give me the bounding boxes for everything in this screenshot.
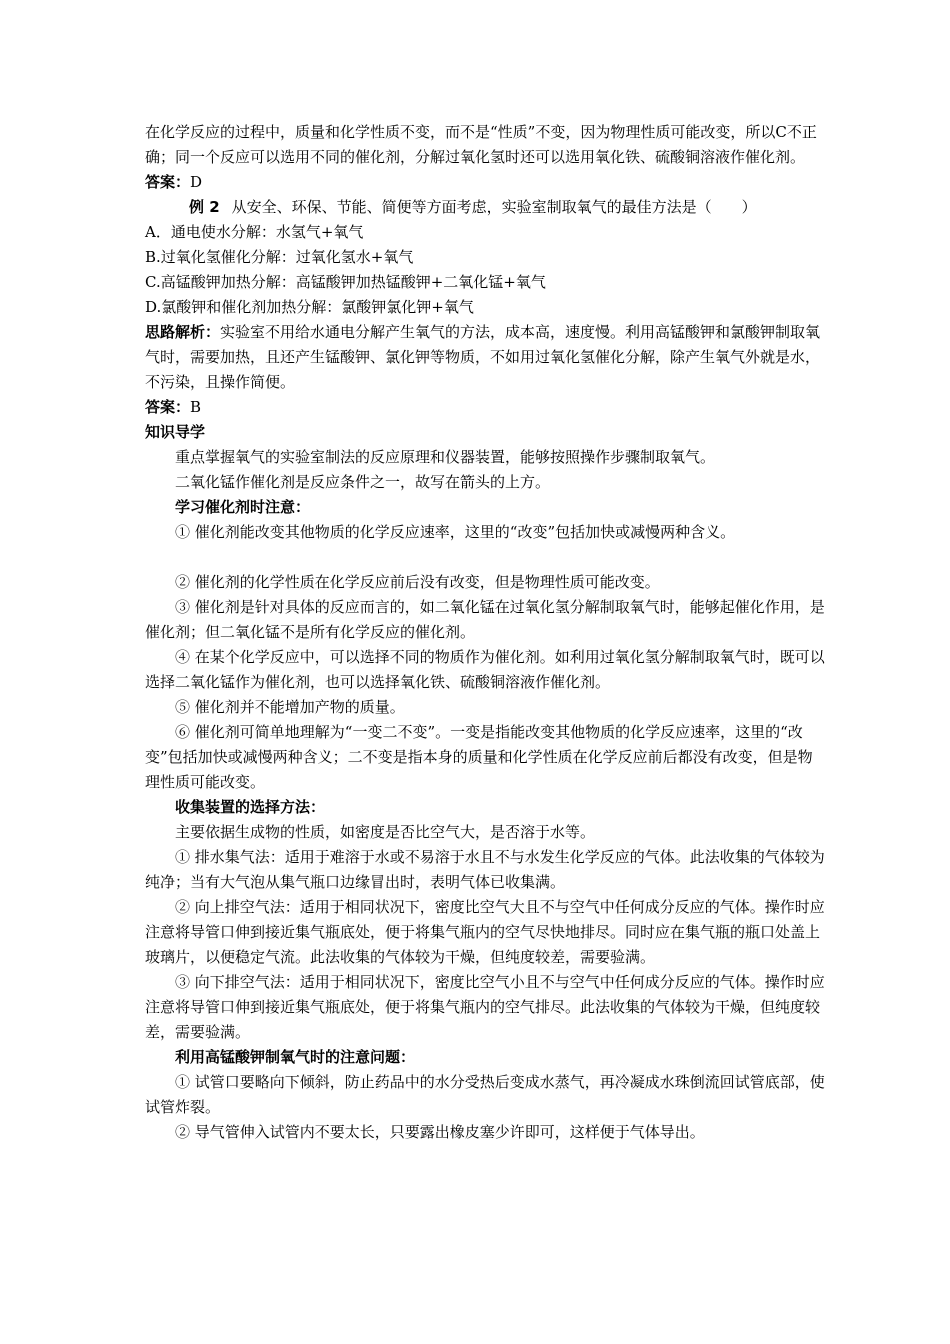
catalyst-item-1: ① 催化剂能改变其他物质的化学反应速率，这里的“改变”包括加快或减慢两种含义。 [175, 523, 736, 541]
collection-item-1: ① 排水集气法：适用于难溶于水或不易溶于水且不与水发生化学反应的气体。此法收集的气体较为纯净；当有大气泡从集气瓶口边缘冒出时，表明气体已收集满。 [145, 848, 825, 891]
example-2-question [145, 195, 825, 220]
catalyst-item-5: ⑤ 催化剂并不能增加产物的质量。 [175, 698, 405, 716]
analysis-text: 实验室不用给水通电分解产生氧气的方法，成本高，速度慢。利用高锰酸钾和氯酸钾制取氧气时，需要加热，且还产生锰酸钾、氯化钾等物质，不如用过氧化氢催化分解，除产生氧气外就是水，不污染，且操作简便。 [145, 323, 821, 391]
catalyst-item-6: ⑥ 催化剂可简单地理解为“一变二不变”。一变是指能改变其他物质的化学反应速率，这里的“改变”包括加快或减慢两种含义；二不变是指本身的质量和化学性质在化学反应前后都没有改变，但是物理性质可能改变。 [145, 723, 813, 791]
kmno4-item-1: ① 试管口要略向下倾斜，防止药品中的水分受热后变成水蒸气，再冷凝成水珠倒流回试管底部，使试管炸裂。 [145, 1073, 825, 1116]
catalyst-item-4: ④ 在某个化学反应中，可以选择不同的物质作为催化剂。如利用过氧化氢分解制取氧气时，既可以选择二氧化锰作为催化剂，也可以选择氧化铁、硫酸铜溶液作催化剂。 [145, 648, 825, 691]
subheading-catalyst: 学习催化剂时注意： [175, 498, 311, 516]
collection-item-2: ② 向上排空气法：适用于相同状况下，密度比空气大且不与空气中任何成分反应的气体。操作时应注意将导管口伸到接近集气瓶底处，便于将集气瓶内的空气尽快地排尽。同时应在集气瓶的瓶口处盖上玻璃片，以便稳定气流。此法收集的气体较为干燥，但纯度较差，需要验满。 [145, 898, 825, 966]
option-a: A．通电使水分解：水氢气+氧气 [145, 223, 364, 241]
guide-paragraph-1: 重点掌握氧气的实验室制法的反应原理和仪器装置，能够按照操作步骤制取氧气。 [175, 448, 716, 466]
collection-intro: 主要依据生成物的性质，如密度是否比空气大，是否溶于水等。 [175, 823, 596, 841]
answer-1 [145, 170, 825, 195]
subheading-kmno4: 利用高锰酸钾制氧气时的注意问题： [175, 1048, 416, 1066]
guide-paragraph-2: 二氧化锰作催化剂是反应条件之一，故写在箭头的上方。 [175, 473, 551, 491]
subheading-collection: 收集装置的选择方法： [175, 798, 326, 816]
document-content [145, 120, 825, 1145]
answer-2 [145, 395, 825, 420]
answer-value: D [190, 173, 203, 191]
example-question-text: 从安全、环保、节能、简便等方面考虑，实验室制取氧气的最佳方法是（ ） [231, 198, 757, 216]
intro-paragraph: 在化学反应的过程中，质量和化学性质不变，而不是“性质”不变，因为物理性质可能改变，所以C不正确；同一个反应可以选用不同的催化剂，分解过氧化氢时还可以选用氧化铁、硫酸铜溶液作催化剂。 [145, 123, 817, 166]
option-c: C.高锰酸钾加热分解：高锰酸钾加热锰酸钾+二氧化锰+氧气 [145, 273, 546, 291]
example-label: 例 2 [189, 198, 220, 216]
answer-label: 答案： [145, 398, 191, 416]
blank-line [145, 545, 825, 570]
answer-value: B [190, 398, 202, 416]
option-b: B.过氧化氢催化分解：过氧化氢水+氧气 [145, 248, 414, 266]
analysis-label: 思路解析： [145, 323, 221, 341]
analysis-paragraph [145, 320, 825, 395]
catalyst-item-3: ③ 催化剂是针对具体的反应而言的，如二氧化锰在过氧化氢分解制取氧气时，能够起催化作用，是催化剂；但二氧化锰不是所有化学反应的催化剂。 [145, 598, 825, 641]
section-heading-guide: 知识导学 [145, 423, 206, 441]
answer-label: 答案： [145, 173, 191, 191]
kmno4-item-2: ② 导气管伸入试管内不要太长，只要露出橡皮塞少许即可，这样便于气体导出。 [175, 1123, 705, 1141]
catalyst-item-2: ② 催化剂的化学性质在化学反应前后没有改变，但是物理性质可能改变。 [175, 573, 660, 591]
option-d: D.氯酸钾和催化剂加热分解：氯酸钾氯化钾+氧气 [145, 298, 474, 316]
collection-item-3: ③ 向下排空气法：适用于相同状况下，密度比空气小且不与空气中任何成分反应的气体。操作时应注意将导管口伸到接近集气瓶底处，便于将集气瓶内的空气排尽。此法收集的气体较为干燥，但纯度较差，需要验满。 [145, 973, 825, 1041]
